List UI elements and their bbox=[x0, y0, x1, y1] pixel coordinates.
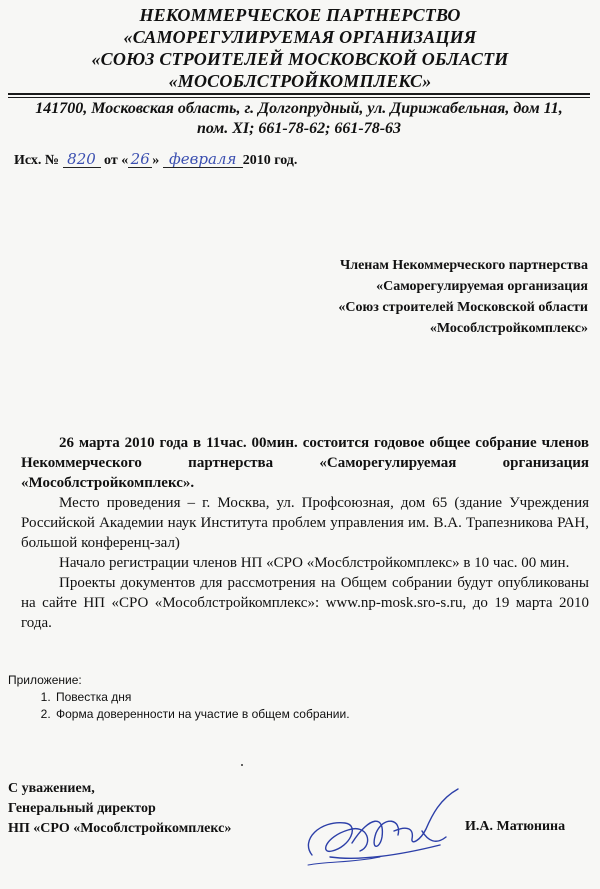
letterhead-line: НЕКОММЕРЧЕСКОЕ ПАРТНЕРСТВО bbox=[139, 5, 461, 25]
outgoing-month: февраля bbox=[163, 151, 243, 168]
outgoing-reference bbox=[14, 151, 297, 169]
closing-regards: С уважением, bbox=[8, 781, 95, 796]
meeting-venue: Место проведения – г. Москва, ул. Профсоюзная, дом 65 (здание Учреждения Российской Академии наук Института проблем управления им. В.А. Трапезникова РАН, большой конференц-зал) bbox=[21, 495, 589, 551]
letterhead-divider-thin bbox=[8, 97, 590, 98]
outgoing-from-label: от « bbox=[104, 153, 129, 168]
outgoing-year: 2010 год. bbox=[242, 153, 298, 168]
outgoing-prefix: Исх. № bbox=[14, 153, 59, 168]
attachments-label: Приложение: bbox=[8, 673, 82, 687]
attachment-item: 2. Форма доверенности на участие в общем собрании. bbox=[54, 706, 568, 723]
letterhead-line: «СОЮЗ СТРОИТЕЛЕЙ МОСКОВСКОЙ ОБЛАСТИ bbox=[91, 49, 509, 69]
outgoing-day-close: » bbox=[152, 153, 160, 168]
closing-org: НП «СРО «Мособлстройкомплекс» bbox=[8, 821, 232, 836]
attachment-item: 1. Повестка дня bbox=[54, 689, 568, 706]
letterhead-divider-thick bbox=[8, 93, 590, 95]
address-line-2: пом. XI; 661-78-62; 661-78-63 bbox=[196, 120, 402, 137]
attachments bbox=[8, 672, 568, 723]
addressee-line: «Саморегулируемая организация bbox=[376, 279, 588, 294]
addressee-line: «Союз строителей Московской области bbox=[338, 300, 588, 315]
signer-name: И.А. Матюнина bbox=[465, 819, 566, 834]
handwritten-signature bbox=[290, 785, 470, 885]
documents-notice: Проекты документов для рассмотрения на Общем собрании будут опубликованы на сайте НП «СРО «Мособлстройкомплекс»: www.np-mosk.sro-s.ru, до 19 марта 2010 года. bbox=[21, 575, 589, 631]
attachments-list bbox=[8, 689, 568, 723]
letterhead-line: «САМОРЕГУЛИРУЕМАЯ ОРГАНИЗАЦИЯ bbox=[123, 27, 477, 47]
address-line-1: 141700, Московская область, г. Долгопрудный, ул. Дирижабельная, дом 11, bbox=[35, 100, 563, 117]
addressee-block bbox=[338, 255, 588, 339]
ink-speck bbox=[241, 764, 243, 766]
letterhead-line: «МОСОБЛСТРОЙКОМПЛЕКС» bbox=[168, 71, 432, 91]
registration-time: Начало регистрации членов НП «СРО «Мосблстройкомплекс» в 10 час. 00 мин. bbox=[59, 555, 570, 571]
outgoing-number: 820 bbox=[63, 151, 101, 168]
letter-body bbox=[21, 433, 589, 633]
addressee-line: «Мособлстройкомплекс» bbox=[429, 321, 588, 336]
letterhead-title bbox=[60, 4, 540, 92]
closing-position: Генеральный директор bbox=[8, 801, 156, 816]
meeting-announcement: 26 марта 2010 года в 11час. 00мин. состоится годовое общее собрание членов Некоммерческого партнерства «Саморегулируемая организация «Мособлстройкомплекс». bbox=[21, 435, 589, 491]
outgoing-day: 26 bbox=[128, 151, 152, 168]
letterhead-address bbox=[8, 99, 590, 139]
closing-block bbox=[8, 779, 231, 839]
addressee-line: Членам Некоммерческого партнерства bbox=[339, 258, 588, 273]
